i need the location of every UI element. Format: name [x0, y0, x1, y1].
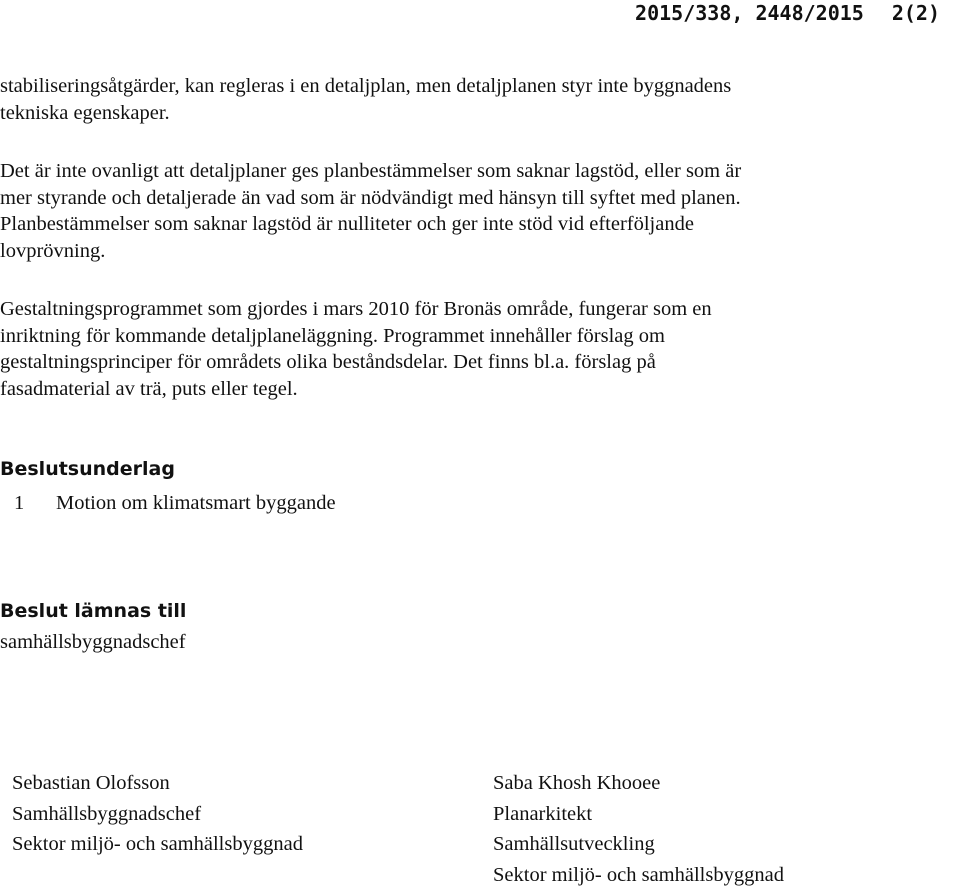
- paragraph-line: fasadmaterial av trä, puts eller tegel.: [0, 378, 298, 400]
- paragraph-1: [0, 73, 731, 126]
- signer-title: Samhällsbyggnadschef: [12, 799, 303, 830]
- decision-basis-item-text: Motion om klimatsmart byggande: [56, 492, 336, 514]
- paragraph-line: stabiliseringsåtgärder, kan regleras i en detaljplan, men detaljplanen styr inte byggnadens: [0, 75, 731, 97]
- decision-basis-heading: Beslutsunderlag: [0, 457, 175, 481]
- decision-sent-to-heading: Beslut lämnas till: [0, 599, 186, 623]
- paragraph-line: tekniska egenskaper.: [0, 102, 170, 124]
- paragraph-line: Gestaltningsprogrammet som gjordes i mars 2010 för Bronäs område, fungerar som en: [0, 298, 712, 320]
- signature-block-right: [493, 768, 784, 890]
- decision-basis-item: [0, 490, 336, 516]
- signer-name: Saba Khosh Khooee: [493, 768, 784, 799]
- signer-name: Sebastian Olofsson: [12, 768, 303, 799]
- document-header: [635, 0, 940, 26]
- paragraph-line: mer styrande och detaljerade än vad som är nödvändigt med hänsyn till syftet med planen.: [0, 187, 741, 209]
- paragraph-line: gestaltningsprinciper för områdets olika beståndsdelar. Det finns bl.a. förslag på: [0, 351, 656, 373]
- decision-basis-list: [0, 490, 336, 516]
- paragraph-line: lovprövning.: [0, 240, 105, 262]
- paragraph-line: inriktning för kommande detaljplaneläggning. Programmet innehåller förslag om: [0, 325, 665, 347]
- signer-department: Sektor miljö- och samhällsbyggnad: [493, 860, 784, 890]
- page-number: 2(2): [892, 1, 940, 25]
- signer-title: Planarkitekt: [493, 799, 784, 830]
- paragraph-2: [0, 158, 741, 264]
- signer-unit: Samhällsutveckling: [493, 829, 784, 860]
- paragraph-line: Det är inte ovanligt att detaljplaner ges planbestämmelser som saknar lagstöd, eller som är: [0, 160, 741, 182]
- signer-department: Sektor miljö- och samhällsbyggnad: [12, 829, 303, 860]
- decision-recipient: samhällsbyggnadschef: [0, 629, 186, 655]
- paragraph-3: [0, 296, 712, 402]
- case-reference: 2015/338, 2448/2015: [635, 1, 864, 25]
- decision-basis-item-number: 1: [0, 490, 56, 516]
- paragraph-line: Planbestämmelser som saknar lagstöd är nulliteter och ger inte stöd vid efterföljande: [0, 213, 694, 235]
- signature-block-left: [12, 768, 303, 860]
